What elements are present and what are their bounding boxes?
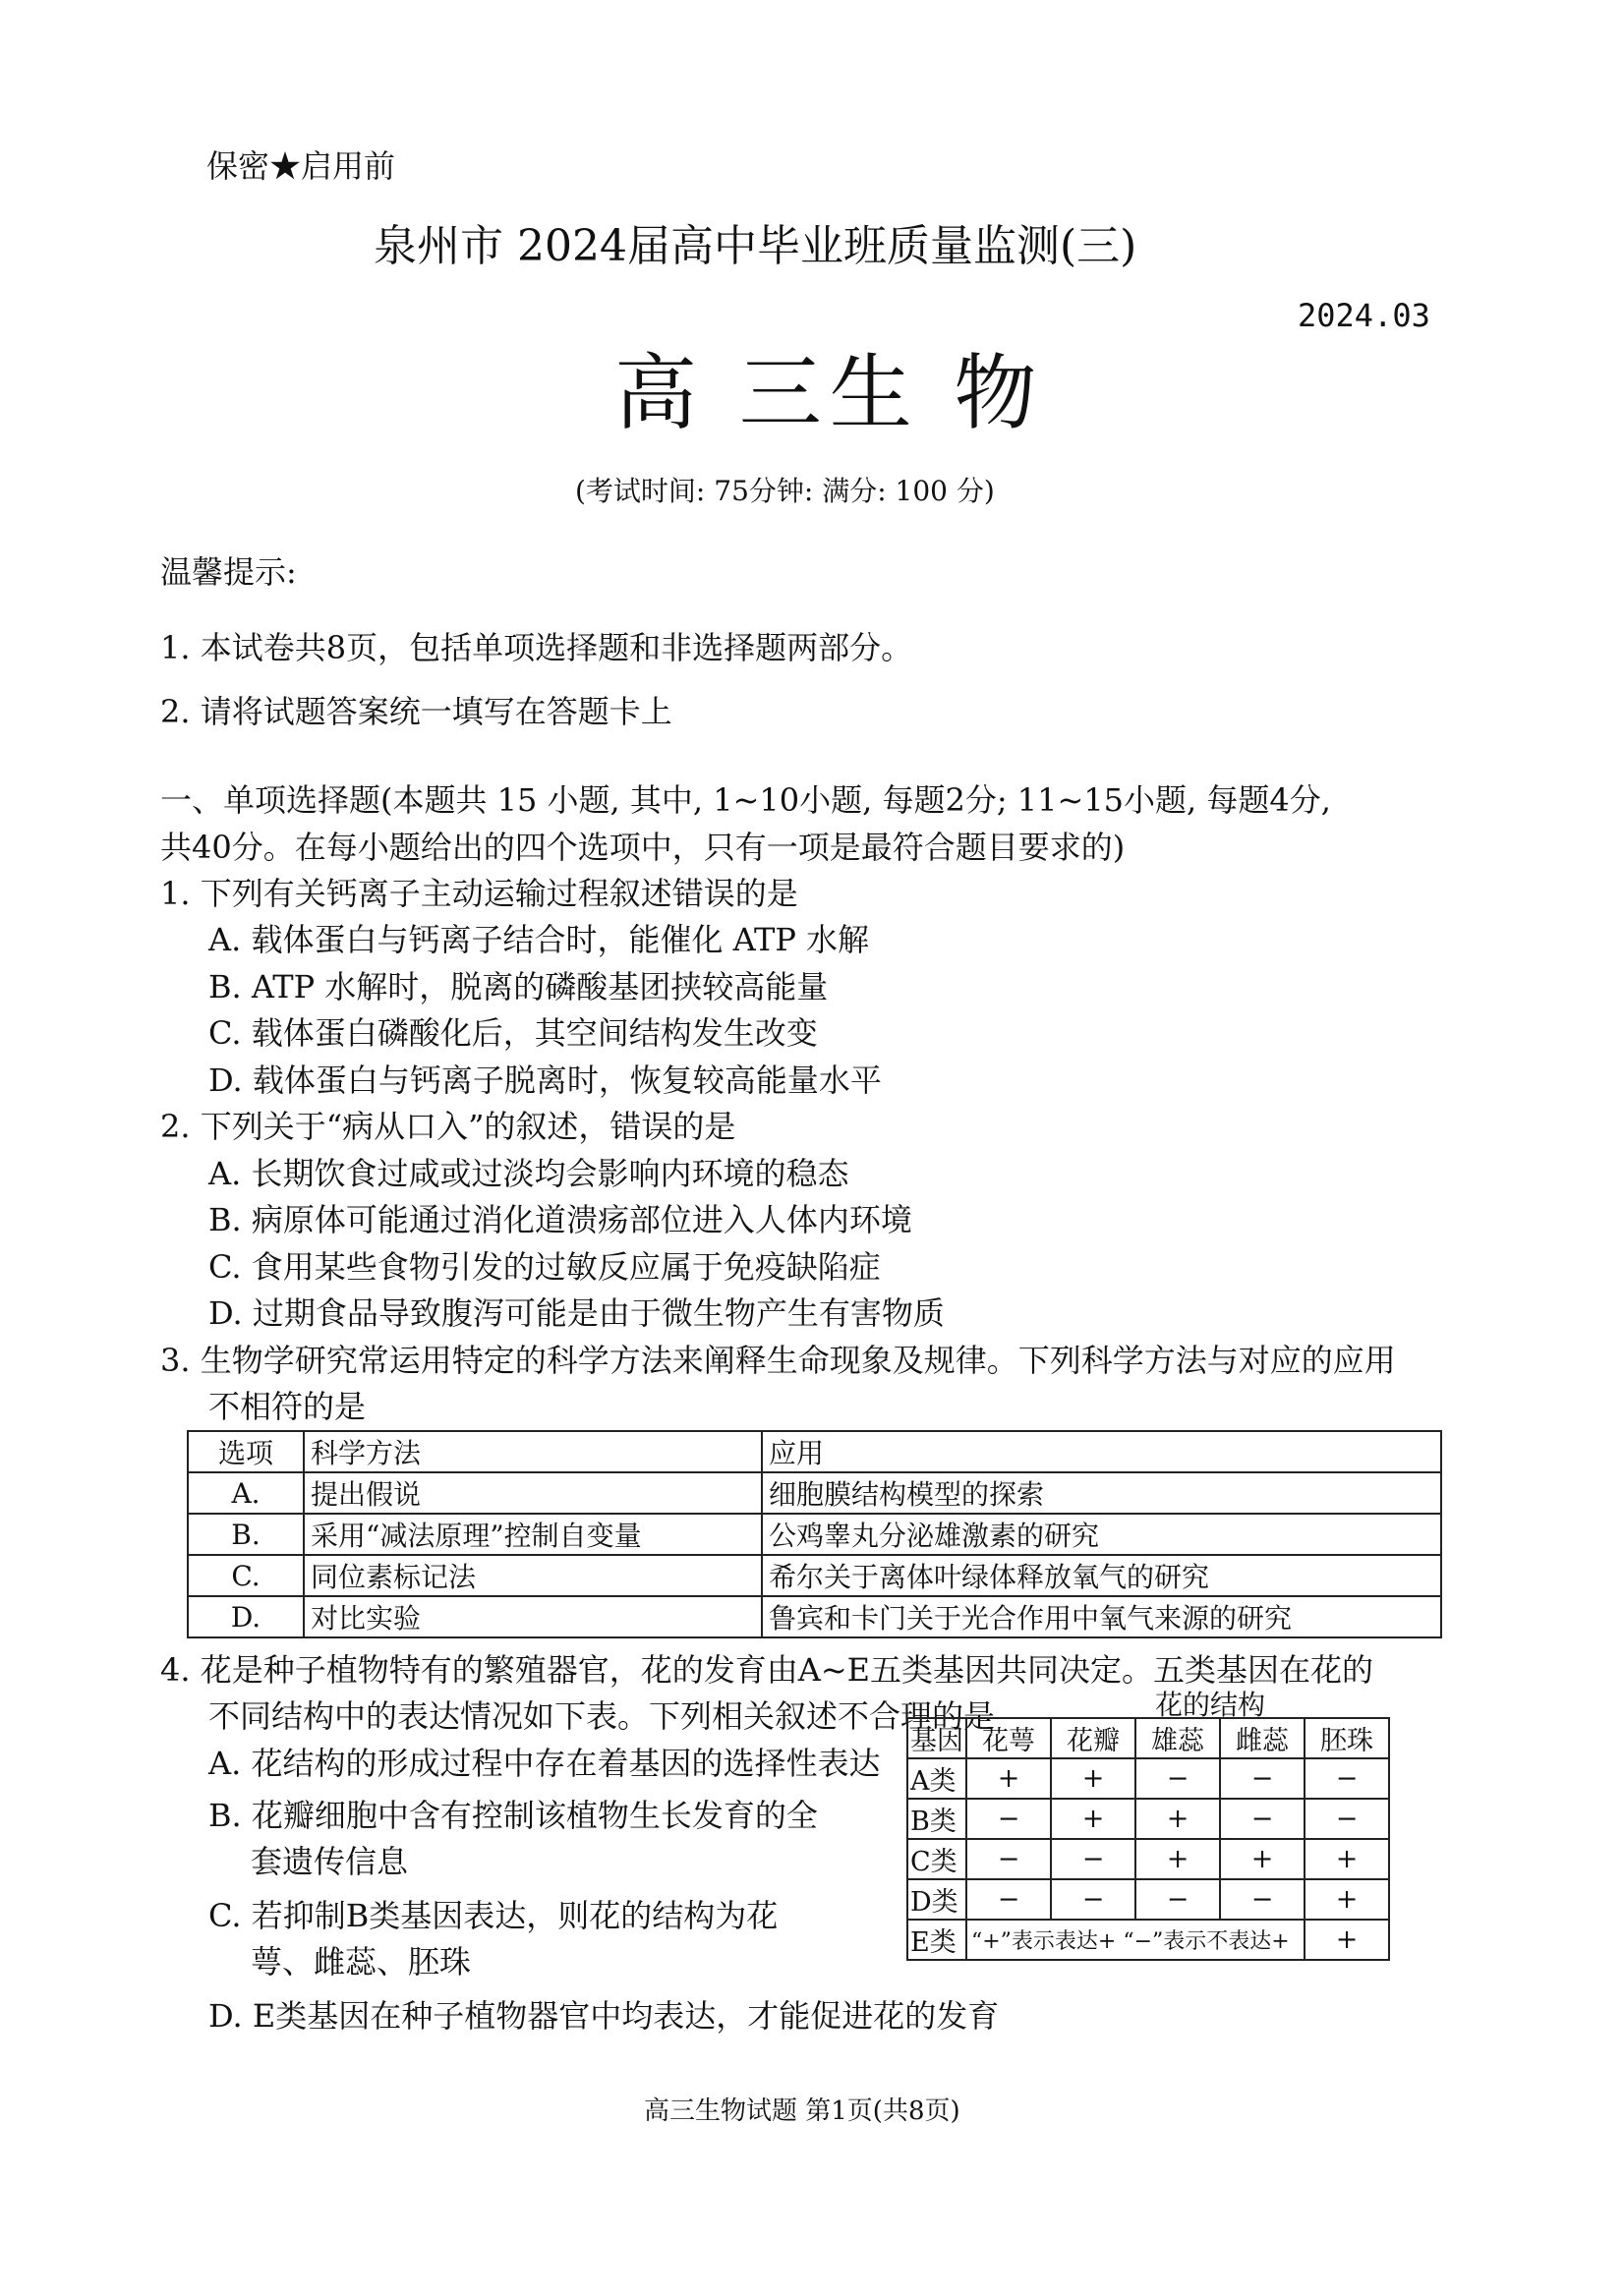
table-cell: + [1305,1879,1389,1920]
table-row [188,1472,1441,1514]
table-row-label: E类 [907,1920,966,1960]
table-cell: 对比实验 [304,1596,762,1637]
table-header-cell: 选项 [188,1431,304,1472]
q1-stem: 1. 下列有关钙离子主动运输过程叙述错误的是 [160,875,798,912]
table-cell: + [966,1758,1051,1799]
table-cell: − [966,1839,1051,1879]
q4-stem-line1: 4. 花是种子植物特有的繁殖器官，花的发育由A~E五类基因共同决定。五类基因在花的 [160,1651,1373,1689]
table-row [907,1758,1389,1799]
table-cell: − [1135,1758,1220,1799]
table-cell: 细胞膜结构模型的探索 [762,1472,1441,1514]
table-cell: + [1220,1839,1305,1879]
exam-title: 泉州市 2024届高中毕业班质量监测(三) [374,221,1137,271]
confidential-label: 保密★启用前 [206,147,396,185]
q4-table-caption: 花的结构 [1155,1689,1266,1721]
table-cell: A. [188,1472,304,1514]
table-header-cell: 胚珠 [1305,1718,1389,1758]
table-cell: − [966,1799,1051,1839]
table-cell: C. [188,1555,304,1596]
tip-item-2: 2. 请将试题答案统一填写在答题卡上 [160,693,672,730]
section1-intro-line2: 共40分。在每小题给出的四个选项中，只有一项是最符合题目要求的) [160,829,1126,866]
table-row [907,1920,1389,1960]
q1-option-a: A. 载体蛋白与钙离子结合时，能催化 ATP 水解 [208,921,870,958]
q4-option-c-line1: C. 若抑制B类基因表达，则花的结构为花 [208,1897,779,1934]
table-header-cell: 雄蕊 [1135,1718,1220,1758]
q1-option-c: C. 载体蛋白磷酸化后，其空间结构发生改变 [208,1014,818,1052]
table-row-label: D类 [907,1879,966,1920]
tips-heading: 温馨提示: [160,553,297,591]
page-footer: 高三生物试题 第1页(共8页) [644,2096,960,2126]
exam-date: 2024.03 [1298,297,1430,334]
table-row [907,1799,1389,1839]
table-cell: − [1051,1879,1135,1920]
table-cell: 鲁宾和卡门关于光合作用中氧气来源的研究 [762,1596,1441,1637]
q2-option-c: C. 食用某些食物引发的过敏反应属于免疫缺陷症 [208,1248,881,1286]
q2-option-a: A. 长期饮食过咸或过淡均会影响内环境的稳态 [208,1155,849,1192]
table-cell: + [1135,1799,1220,1839]
q1-option-b: B. ATP 水解时，脱离的磷酸基团挟较高能量 [208,968,829,1005]
table-header-cell: 科学方法 [304,1431,762,1472]
table-cell: 希尔关于离体叶绿体释放氧气的研究 [762,1555,1441,1596]
q4-option-c-line2: 萼、雌蕊、胚珠 [251,1943,472,1980]
table-cell: − [1220,1799,1305,1839]
table-header-row [188,1431,1441,1472]
table-cell: B. [188,1514,304,1555]
q1-option-d: D. 载体蛋白与钙离子脱离时，恢复较高能量水平 [208,1062,882,1099]
table-cell: 提出假说 [304,1472,762,1514]
table-cell: + [1051,1799,1135,1839]
table-cell: 公鸡睾丸分泌雄激素的研究 [762,1514,1441,1555]
section1-intro-line1: 一、单项选择题(本题共 15 小题, 其中, 1~10小题, 每题2分; 11~15小题, 每题4分, [160,781,1331,819]
table-row-label: C类 [907,1839,966,1879]
table-cell: − [1051,1839,1135,1879]
q4-option-a: A. 花结构的形成过程中存在着基因的选择性表达 [208,1745,881,1782]
q3-stem-line1: 3. 生物学研究常运用特定的科学方法来阐释生命现象及规律。下列科学方法与对应的应用 [160,1342,1396,1379]
q2-option-b: B. 病原体可能通过消化道溃疡部位进入人体内环境 [208,1201,912,1238]
table-row-label: A类 [907,1758,966,1799]
exam-info: (考试时间: 75分钟: 满分: 100 分) [575,475,995,507]
q3-stem-line2: 不相符的是 [208,1388,367,1425]
table-row [188,1514,1441,1555]
table-cell: − [966,1879,1051,1920]
table-header-cell: 应用 [762,1431,1441,1472]
table-row-label: B类 [907,1799,966,1839]
table-cell: − [1220,1758,1305,1799]
table-row [907,1879,1389,1920]
table-cell: + [1305,1839,1389,1879]
table-legend: “+”表示表达+ “−”表示不表达+ [966,1920,1305,1960]
table-cell: − [1305,1758,1389,1799]
table-cell: − [1135,1879,1220,1920]
q3-methods-table [187,1430,1442,1638]
q2-stem: 2. 下列关于“病从口入”的叙述，错误的是 [160,1108,736,1145]
subject-title: 高 三生 物 [614,345,1045,441]
table-cell: + [1305,1920,1389,1960]
tip-item-1: 1. 本试卷共8页，包括单项选择题和非选择题两部分。 [160,629,913,666]
table-cell: 采用“减法原理”控制自变量 [304,1514,762,1555]
q4-gene-table [906,1717,1390,1961]
table-row [188,1555,1441,1596]
table-header-row [907,1718,1389,1758]
table-cell: D. [188,1596,304,1637]
table-header-cell: 花萼 [966,1718,1051,1758]
table-cell: − [1305,1799,1389,1839]
table-cell: − [1220,1879,1305,1920]
table-header-cell: 雌蕊 [1220,1718,1305,1758]
q2-option-d: D. 过期食品导致腹泻可能是由于微生物产生有害物质 [208,1294,945,1332]
table-cell: + [1051,1758,1135,1799]
q4-option-b-line1: B. 花瓣细胞中含有控制该植物生长发育的全 [208,1797,818,1834]
table-header-cell: 花瓣 [1051,1718,1135,1758]
q4-stem-line2: 不同结构中的表达情况如下表。下列相关叙述不合理的是 [208,1697,996,1735]
q4-option-d: D. E类基因在种子植物器官中均表达，才能促进花的发育 [208,1997,1000,2035]
table-row [188,1596,1441,1637]
table-cell: + [1135,1839,1220,1879]
table-corner-cell: 基因 [907,1718,966,1758]
q4-option-b-line2: 套遗传信息 [251,1843,409,1880]
table-row [907,1839,1389,1879]
table-cell: 同位素标记法 [304,1555,762,1596]
